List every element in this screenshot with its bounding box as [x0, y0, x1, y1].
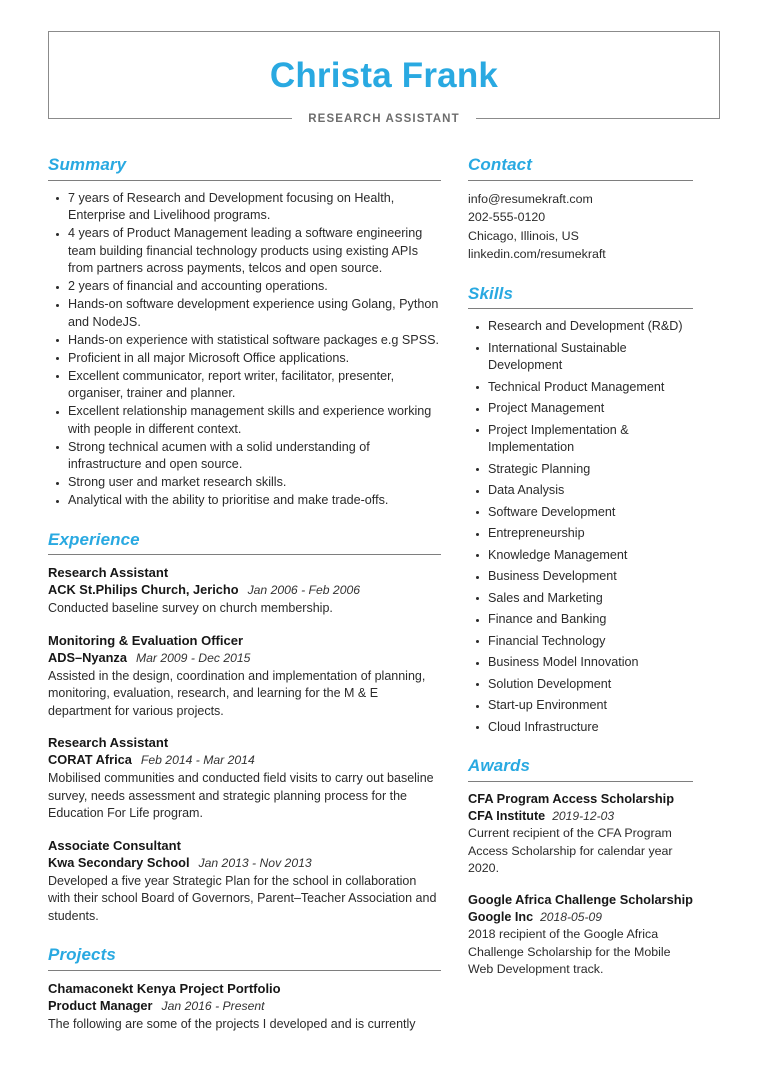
award-entry — [468, 791, 693, 878]
summary-bullet: Strong user and market research skills. — [68, 474, 441, 492]
section-projects — [48, 945, 441, 1033]
entry-organization: CORAT Africa — [48, 752, 132, 768]
skills-bullet-list — [468, 318, 693, 736]
experience-entry — [48, 564, 441, 618]
award-title: CFA Program Access Scholarship — [468, 790, 675, 806]
entry-meta — [48, 854, 441, 872]
entry-dates: Mar 2009 - Dec 2015 — [135, 650, 251, 665]
entry-role: Monitoring & Evaluation Officer — [48, 632, 244, 648]
awards-entry-list — [468, 791, 693, 979]
section-title-awards: Awards — [468, 756, 531, 776]
award-date: 2019-12-03 — [552, 809, 615, 824]
entry-meta — [48, 751, 441, 769]
skill-item: Software Development — [488, 504, 693, 522]
resume-body — [48, 119, 720, 1053]
entry-meta — [48, 581, 441, 599]
summary-bullet: Hands-on software development experience using Golang, Python and NodeJS. — [68, 296, 441, 331]
skill-item: Cloud Infrastructure — [488, 719, 693, 737]
entry-role: Research Assistant — [48, 565, 169, 581]
skill-item: Research and Development (R&D) — [488, 318, 693, 336]
experience-entry — [48, 837, 441, 926]
entry-description: Mobilised communities and conducted field visits to carry out baseline survey, needs assessment and strategic planning process for the Education For Life program. — [48, 771, 434, 821]
skill-item: Sales and Marketing — [488, 590, 693, 608]
section-rule — [468, 180, 693, 181]
entry-dates: Jan 2006 - Feb 2006 — [247, 583, 361, 598]
contact-line[interactable]: linkedin.com/resumekraft — [468, 247, 606, 262]
summary-bullet: Proficient in all major Microsoft Office applications. — [68, 350, 441, 368]
section-title-summary: Summary — [48, 155, 127, 174]
skill-item: Financial Technology — [488, 633, 693, 651]
summary-bullet: Excellent communicator, report writer, facilitator, presenter, organiser, trainer and planner. — [68, 368, 441, 403]
section-title-contact: Contact — [468, 155, 532, 174]
section-title-skills: Skills — [468, 283, 514, 303]
entry-description: Conducted baseline survey on church membership. — [48, 601, 333, 616]
contact-line[interactable]: info@resumekraft.com — [468, 191, 593, 206]
summary-bullet: Excellent relationship management skills and experience working with people in different context. — [68, 403, 441, 438]
entry-description: Assisted in the design, coordination and implementation of planning, monitoring, evaluation, research, and learning for the M & E department for various projects. — [48, 668, 426, 718]
section-experience — [48, 530, 441, 926]
entry-dates: Feb 2014 - Mar 2014 — [140, 753, 255, 768]
summary-bullet: 2 years of financial and accounting operations. — [68, 278, 441, 296]
entry-role: Chamaconekt Kenya Project Portfolio — [48, 980, 281, 996]
skill-item: Business Model Innovation — [488, 654, 693, 672]
award-description: Current recipient of the CFA Program Access Scholarship for calendar year 2020. — [468, 826, 673, 876]
section-rule — [468, 308, 693, 309]
entry-dates: Jan 2016 - Present — [161, 998, 265, 1013]
experience-entry — [48, 632, 441, 721]
skill-item: Technical Product Management — [488, 379, 693, 397]
resume-header — [48, 31, 720, 125]
summary-bullet: Analytical with the ability to prioritise and make trade-offs. — [68, 492, 441, 510]
section-summary — [48, 155, 441, 510]
experience-entry-list — [48, 564, 441, 925]
section-skills — [468, 284, 693, 737]
award-meta — [468, 807, 693, 825]
skill-item: Entrepreneurship — [488, 525, 693, 543]
skill-item: Strategic Planning — [488, 461, 693, 479]
entry-organization: Kwa Secondary School — [48, 854, 190, 870]
summary-bullet: Hands-on experience with statistical software packages e.g SPSS. — [68, 332, 441, 350]
entry-role: Research Assistant — [48, 735, 169, 751]
skill-item: Data Analysis — [488, 482, 693, 500]
section-rule — [48, 970, 441, 971]
section-title-projects: Projects — [48, 945, 116, 965]
award-meta — [468, 908, 693, 926]
section-contact — [468, 155, 693, 264]
skill-item: Knowledge Management — [488, 547, 693, 565]
entry-organization: ACK St.Philips Church, Jericho — [48, 582, 239, 598]
skill-item: Project Management — [488, 400, 693, 418]
award-title: Google Africa Challenge Scholarship — [468, 891, 693, 907]
name-box — [48, 31, 720, 119]
entry-description: The following are some of the projects I developed and is currently — [48, 1016, 416, 1031]
contact-line[interactable]: 202-555-0120 — [468, 210, 546, 225]
section-rule — [48, 554, 441, 555]
skill-item: Business Development — [488, 568, 693, 586]
contact-line-list — [468, 190, 693, 264]
award-description: 2018 recipient of the Google Africa Challenge Scholarship for the Mobile Web Development track. — [468, 927, 671, 977]
entry-role: Associate Consultant — [48, 837, 181, 853]
entry-meta — [48, 997, 441, 1015]
summary-bullet-list — [48, 190, 441, 510]
right-column — [468, 155, 693, 999]
skill-item: International Sustainable Development — [488, 340, 693, 375]
project-entry — [48, 980, 441, 1034]
skill-item: Finance and Banking — [488, 611, 693, 629]
section-awards — [468, 756, 693, 979]
section-title-experience: Experience — [48, 529, 140, 549]
entry-organization: ADS–Nyanza — [48, 649, 127, 665]
section-rule — [48, 180, 441, 181]
left-column — [48, 155, 468, 1053]
skill-item: Solution Development — [488, 676, 693, 694]
award-organization: Google Inc — [468, 910, 534, 925]
summary-bullet: 4 years of Product Management leading a software engineering team building financial technology products using existing APIs from partners across payments, telcos and open source. — [68, 225, 441, 278]
contact-line[interactable]: Chicago, Illinois, US — [468, 228, 579, 243]
entry-dates: Jan 2013 - Nov 2013 — [198, 855, 312, 870]
section-rule — [468, 781, 693, 782]
award-date: 2018-05-09 — [540, 910, 602, 925]
skill-item: Project Implementation & Implementation — [488, 422, 693, 457]
summary-bullet: Strong technical acumen with a solid understanding of infrastructure and open source. — [68, 439, 441, 474]
candidate-name: Christa Frank — [269, 55, 499, 95]
summary-bullet: 7 years of Research and Development focusing on Health, Enterprise and Livelihood programs. — [68, 190, 441, 225]
candidate-job-title: RESEARCH ASSISTANT — [292, 110, 475, 128]
entry-description: Developed a five year Strategic Plan for the school in collaboration with their school Board of Governors, Parent–Teacher Association and students. — [48, 873, 437, 923]
entry-organization: Product Manager — [48, 997, 153, 1013]
award-entry — [468, 892, 693, 979]
skill-item: Start-up Environment — [488, 697, 693, 715]
award-organization: CFA Institute — [468, 809, 546, 824]
entry-meta — [48, 649, 441, 667]
experience-entry — [48, 734, 441, 823]
projects-entry-list — [48, 980, 441, 1034]
